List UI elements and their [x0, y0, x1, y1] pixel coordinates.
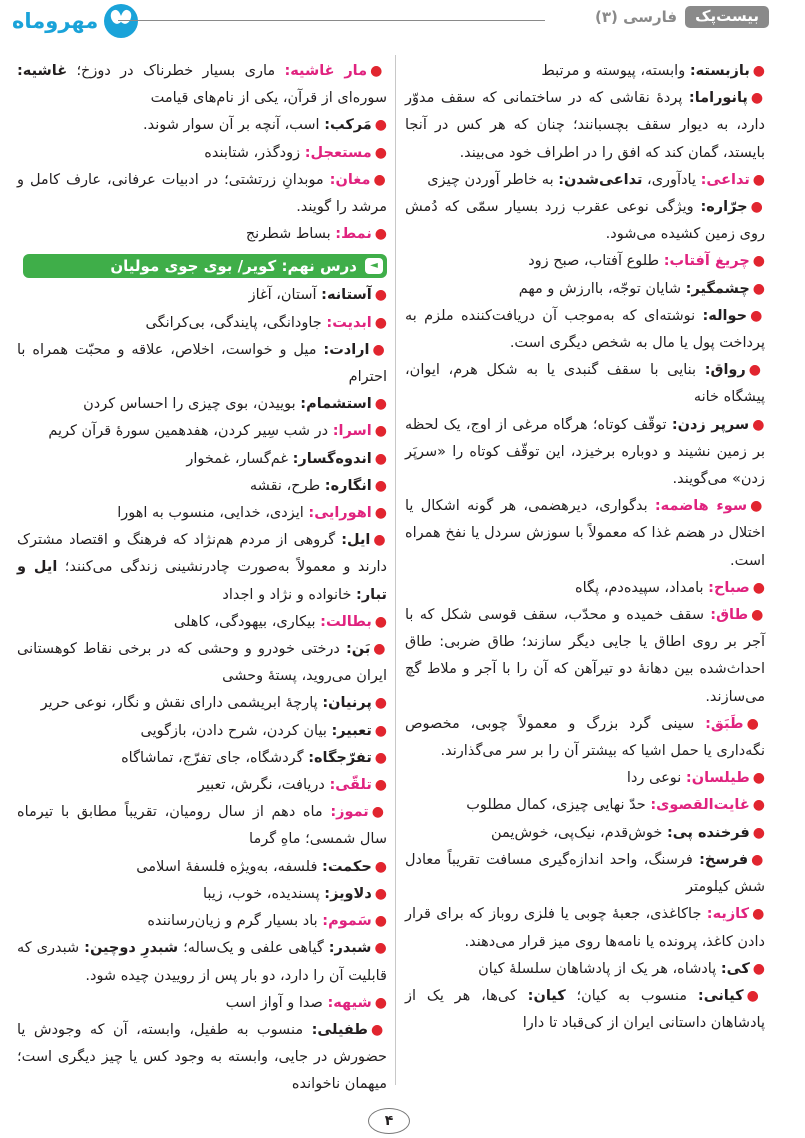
bullet-icon: ● — [374, 695, 387, 712]
entry-term: انگاره: — [324, 477, 372, 494]
glossary-entry — [17, 718, 387, 745]
entry-definition: بساط شطرنج — [245, 226, 331, 243]
left-column-bottom — [17, 282, 387, 1098]
page-header — [0, 0, 805, 42]
entry-term: شیهه: — [327, 994, 372, 1011]
entry-term: فرسخ: — [699, 851, 749, 868]
bullet-icon: ● — [374, 940, 388, 957]
entry-definition: صدا و آواز اسب — [225, 994, 323, 1011]
bullet-icon: ● — [374, 722, 387, 739]
glossary-entry — [17, 112, 387, 139]
logo-text: مهروماه — [12, 9, 99, 33]
entry-term: مَرکب: — [324, 117, 372, 134]
entry-definition: زودگذر، شتابنده — [204, 144, 301, 161]
glossary-entry — [405, 711, 765, 765]
entry-term: مستعجل: — [304, 144, 372, 161]
glossary-entry — [17, 609, 387, 636]
entry-term: ابدیت: — [326, 314, 372, 331]
bullet-icon: ● — [751, 851, 766, 868]
entry-subdefinition: خانواده و نژاد و اجداد — [222, 586, 352, 603]
glossary-entry — [405, 983, 765, 1037]
entry-definition: منسوب به طفیل، وابسته، آن که وجودش یا حضورش در جایی، وابسته به وجود کس یا چیز دیگری است؛ میهمان ناخوانده — [17, 1021, 387, 1093]
glossary-entry — [405, 412, 765, 494]
glossary-entry — [17, 473, 387, 500]
entry-definition: بیان کردن، شرح دادن، بازگویی — [140, 722, 327, 739]
entry-term: سَموم: — [322, 913, 372, 930]
bullet-icon: ● — [374, 287, 387, 304]
glossary-entry — [17, 854, 387, 881]
column-divider — [395, 55, 396, 1085]
entry-definition: خوش‌قدم، نیک‌پی، خوش‌یمن — [491, 824, 663, 841]
entry-definition: جاکاغذی، جعبهٔ چوبی یا فلزی روباز که برای قرار دادن کاغذ، پرونده یا نامه‌ها روی میز قرار می‌دهند. — [405, 906, 765, 950]
entry-definition: سقف خمیده و محدّب، سقف قوسی شکل که با آجر بر روی اطاق یا جایی دیگر سازند؛ طاق ضربی: طاق احداث‌شده بین دهانهٔ دو تیرآهن که آن را با آجر و ملاط گچ می‌سازند. — [405, 607, 765, 705]
bullet-icon: ● — [370, 63, 388, 79]
bullet-icon: ● — [752, 960, 765, 977]
bullet-icon: ● — [373, 171, 387, 188]
glossary-entry — [405, 493, 765, 575]
bullet-icon: ● — [752, 906, 766, 923]
entry-term: تفرّجگاه: — [308, 749, 372, 766]
glossary-entry — [405, 765, 765, 792]
entry-definition: حدّ نهایی چیزی، کمال مطلوب — [466, 797, 646, 814]
glossary-entry — [405, 956, 765, 983]
glossary-entry — [17, 310, 387, 337]
entry-definition: پارچهٔ ابریشمی دارای نقش و نگار، نوعی حریر — [40, 695, 318, 712]
glossary-entry — [405, 248, 765, 275]
glossary-entry — [405, 602, 765, 711]
entry-definition: پردهٔ نقاشی که در ساختمانی که سقف مدوّر دارد، به دیوار سقف بچسبانند؛ چنان که هر کس در آنجا بایستد، گمان کند که افق را در اطراف خود می‌بیند. — [405, 90, 765, 161]
entry-definition: در شب سِیر کردن، هفدهمین سورهٔ قرآن کریم — [48, 423, 329, 440]
arrow-icon: ◄ — [365, 258, 383, 274]
entry-definition: غم‌گسار، غمخوار — [186, 450, 289, 467]
entry-definition: فلسفه، به‌ویژه فلسفهٔ اسلامی — [136, 858, 318, 875]
left-column — [17, 58, 387, 1099]
entry-subterm: ایل و تبار: — [17, 559, 387, 603]
entry-definition: شایان توجّه، باارزش و مهم — [518, 280, 682, 297]
entry-subterm: غاشیه: — [17, 63, 68, 79]
glossary-entry — [17, 690, 387, 717]
entry-term: ارادت: — [323, 341, 370, 358]
entry-term: غایت‌القصوی: — [650, 797, 750, 814]
entry-definition: دریافت، نگرش، تعبیر — [197, 777, 325, 794]
entry-definition: پادشاه، هر یک از پادشاهان سلسلهٔ کیان — [478, 960, 717, 977]
bullet-icon: ● — [374, 885, 387, 902]
glossary-entry — [17, 636, 387, 690]
glossary-entry — [405, 357, 765, 411]
bullet-icon: ● — [752, 253, 765, 270]
glossary-entry — [17, 58, 387, 112]
entry-definition: منسوب به کیان؛ — [576, 987, 688, 1004]
bullet-icon: ● — [374, 117, 387, 134]
glossary-entry — [405, 820, 765, 847]
bullet-icon: ● — [752, 579, 765, 596]
bullet-icon: ● — [752, 63, 765, 79]
glossary-entry — [405, 167, 765, 194]
entry-definition: سینی گرد بزرگ و معمولاً چوبی، مخصوص نگه‌داری یا حمل اشیا که بیشتر آن را بر سر می‌گذارند. — [405, 715, 765, 760]
bullet-icon: ● — [374, 423, 387, 440]
glossary-entry — [405, 847, 765, 901]
bullet-icon: ● — [751, 607, 766, 624]
glossary-entry — [405, 303, 765, 357]
entry-term: بازبسته: — [689, 63, 750, 79]
entry-definition: بنایی با سقف گنبدی یا به شکل هرم، ایوان، پیشگاه خانه — [405, 362, 765, 406]
bullet-icon: ● — [750, 90, 765, 107]
bullet-icon: ● — [373, 532, 388, 549]
bullet-icon: ● — [374, 994, 387, 1011]
butterfly-icon — [104, 4, 138, 38]
entry-definition: بامداد، سپیده‌دم، پگاه — [575, 579, 704, 596]
entry-definition: طرح، نقشه — [249, 477, 321, 494]
glossary-entry — [17, 908, 387, 935]
glossary-entry — [405, 58, 765, 85]
entry-term: جرّاره: — [700, 199, 748, 216]
glossary-entry — [17, 745, 387, 772]
bullet-icon: ● — [752, 824, 765, 841]
entry-definition: میل و خواست، اخلاص، علاقه و محبّت همراه با احترام — [17, 341, 387, 386]
entry-term: شبدر: — [328, 940, 372, 957]
bullet-icon: ● — [374, 613, 387, 630]
entry-term: دلاویز: — [324, 885, 372, 902]
bullet-icon: ● — [746, 987, 766, 1004]
entry-definition: بدگواری، دیرهضمی، هر گونه اشکال یا اختلال در هضم غذا که معمولاً با سوزش سردل یا نفخ همراه است. — [405, 498, 765, 569]
entry-definition: پسندیده، خوب، زیبا — [202, 885, 320, 902]
entry-subdefinition: سوره‌ای از قرآن، یکی از نام‌های قیامت — [150, 90, 387, 107]
entry-definition: بوییدن، بوی چیزی را احساس کردن — [83, 396, 296, 413]
glossary-entry — [17, 391, 387, 418]
bullet-icon: ● — [750, 199, 766, 216]
entry-definition: آستان، آغاز — [248, 287, 317, 304]
bullet-icon: ● — [374, 749, 387, 766]
glossary-entry — [17, 418, 387, 445]
book-title — [595, 6, 769, 28]
bullet-icon: ● — [372, 341, 388, 358]
entry-subterm: شبدرِ دوچین: — [84, 940, 179, 957]
bullet-icon: ● — [374, 913, 387, 930]
entry-term: طیلسان: — [685, 770, 750, 787]
bullet-icon: ● — [750, 498, 766, 515]
entry-definition: گروهی از مردم هم‌نژاد که فرهنگ و اقتصاد مشترک دارند و معمولاً به‌صورت چادرنشینی زندگی می‌کنند؛ — [17, 532, 387, 576]
entry-term: ایل: — [341, 532, 371, 549]
header-divider — [118, 20, 545, 21]
entry-term: تداعی: — [700, 171, 750, 188]
bullet-icon: ● — [373, 641, 388, 658]
entry-term: مار غاشیه: — [284, 63, 368, 79]
glossary-entry — [17, 1017, 387, 1099]
glossary-entry — [17, 935, 387, 989]
entry-definition: ماه دهم از سال رومیان، تقریباً مطابق با تیرماه سال شمسی؛ ماهِ گرما — [17, 804, 387, 848]
entry-definition: اسب، آنچه بر آن سوار شوند. — [142, 117, 320, 134]
entry-subdefinition: به خاطر آوردن چیزی — [427, 171, 554, 188]
entry-subterm: کیان: — [527, 987, 566, 1004]
entry-term: اندوه‌گسار: — [292, 450, 372, 467]
glossary-entry — [405, 276, 765, 303]
bullet-icon: ● — [752, 280, 765, 297]
entry-definition: یادآوری، — [647, 171, 696, 188]
entry-definition: بیکاری، بیهودگی، کاهلی — [173, 613, 316, 630]
entry-definition: گیاهی علفی و یک‌ساله؛ — [183, 940, 324, 957]
entry-definition: ویژگی نوعی عقرب زرد بسیار سمّی که دُمش روی زمین کشیده می‌شود. — [405, 199, 765, 243]
bullet-icon: ● — [752, 171, 765, 188]
entry-term: پرنیان: — [322, 695, 372, 712]
entry-definition: نوعی ردا — [626, 770, 682, 787]
entry-term: مغان: — [329, 171, 371, 188]
entry-term: بَن: — [346, 641, 371, 658]
entry-definition: درختی خودرو و وحشی که در برخی نقاط کوهستانی ایران می‌روید، پستهٔ وحشی — [17, 641, 387, 685]
entry-term: طفیلی: — [311, 1021, 368, 1038]
entry-definition: گردشگاه، جای تفرّج، تماشاگاه — [121, 749, 304, 766]
glossary-entry — [405, 901, 765, 955]
entry-term: کازیه: — [706, 906, 750, 923]
entry-term: فرخنده پی: — [667, 824, 750, 841]
bullet-icon: ● — [752, 797, 765, 814]
left-column-top — [17, 58, 387, 248]
entry-definition: جاودانگی، پایندگی، بی‌کرانگی — [145, 314, 322, 331]
glossary-entry — [17, 799, 387, 853]
entry-term: تلقّی: — [329, 777, 372, 794]
entry-term: چشمگیر: — [685, 280, 750, 297]
glossary-entry — [17, 527, 387, 609]
entry-definition: توقّف کوتاه؛ هرگاه مرغی از اوج، یک لحظه بر زمین نشیند و دوباره برخیزد، این توقّف کوتاه را «سرپَر زدن» می‌گویند. — [405, 416, 765, 488]
entry-subdefinition: کی‌ها، هر یک از پادشاهان داستانی ایران از کی‌قباد تا دارا — [405, 987, 765, 1032]
entry-term: تعبیر: — [331, 722, 372, 739]
entry-definition: ماری بسیار خطرناک در دوزخ؛ — [76, 63, 276, 79]
entry-definition: ایزدی، خدایی، منسوب به اهورا — [117, 505, 304, 522]
bullet-icon: ● — [748, 362, 766, 379]
glossary-entry — [17, 140, 387, 167]
glossary-entry — [17, 221, 387, 248]
entry-term: پانوراما: — [688, 90, 748, 107]
entry-definition: وابسته، پیوسته و مرتبط — [541, 63, 686, 79]
entry-term: چریغ آفتاب: — [663, 253, 750, 270]
glossary-entry — [17, 990, 387, 1017]
bullet-icon: ● — [374, 477, 387, 494]
entry-term: نمط: — [335, 226, 372, 243]
bullet-icon: ● — [746, 715, 766, 732]
entry-term: حواله: — [702, 307, 748, 324]
bullet-icon: ● — [374, 450, 387, 467]
entry-term: حکمت: — [322, 858, 372, 875]
entry-term: کیانی: — [697, 987, 744, 1004]
bullet-icon: ● — [374, 858, 387, 875]
bullet-icon: ● — [370, 1021, 387, 1038]
entry-term: اسرا: — [332, 423, 372, 440]
bullet-icon: ● — [374, 505, 387, 522]
entry-definition: باد بسیار گرم و زیان‌رساننده — [147, 913, 318, 930]
entry-term: کی: — [720, 960, 750, 977]
page-number: ۴ — [368, 1108, 410, 1134]
glossary-entry — [17, 446, 387, 473]
entry-term: استشمام: — [300, 396, 372, 413]
entry-term: طاق: — [710, 607, 749, 624]
glossary-entry — [405, 85, 765, 167]
glossary-entry — [405, 194, 765, 248]
lesson-title: درس نهم: کویر/ بوی جوی مولیان — [110, 257, 357, 276]
bullet-icon: ● — [752, 770, 765, 787]
glossary-entry — [17, 772, 387, 799]
bullet-icon: ● — [374, 144, 387, 161]
entry-term: رواق: — [704, 362, 746, 379]
bullet-icon: ● — [752, 416, 766, 433]
bullet-icon: ● — [374, 314, 387, 331]
glossary-entry — [405, 792, 765, 819]
bullet-icon: ● — [374, 226, 387, 243]
entry-term: سرپر زدن: — [671, 416, 750, 433]
entry-term: تموز: — [330, 804, 369, 821]
lesson-banner — [23, 254, 387, 278]
glossary-entry — [17, 282, 387, 309]
entry-definition: طلوع آفتاب، صبح زود — [528, 253, 660, 270]
entry-subdefinition: شبدری که قابلیت آن را دارد، دو بار پس از روییدن چیده شود. — [17, 940, 387, 984]
glossary-entry — [17, 167, 387, 221]
entry-term: سوء هاضمه: — [654, 498, 748, 515]
brand-badge: بیست‌پک — [685, 6, 769, 28]
bullet-icon: ● — [374, 396, 387, 413]
entry-term: طَبَق: — [705, 715, 744, 732]
entry-definition: نوشته‌ای که به‌موجب آن دریافت‌کننده ملزم به پرداخت پول یا مال به شخص دیگری است. — [405, 307, 765, 352]
entry-term: آستانه: — [321, 287, 372, 304]
entry-definition: موبدانِ زرتشتی؛ در ادبیات عرفانی، عارف کامل و مرشد را گویند. — [17, 171, 387, 216]
entry-term: بطالت: — [320, 613, 372, 630]
bullet-icon: ● — [750, 307, 766, 324]
glossary-entry — [17, 337, 387, 391]
bullet-icon: ● — [374, 777, 387, 794]
publisher-logo — [12, 4, 138, 38]
entry-definition: فرسنگ، واحد اندازه‌گیری مسافت تقریباً معادل شش کیلومتر — [405, 851, 765, 896]
right-column — [405, 58, 765, 1037]
entry-term: صباح: — [708, 579, 750, 596]
glossary-entry — [17, 500, 387, 527]
entry-term: اهورایی: — [308, 505, 372, 522]
subject-title: فارسی (۳) — [595, 8, 678, 26]
bullet-icon: ● — [371, 804, 387, 821]
glossary-entry — [17, 881, 387, 908]
glossary-entry — [405, 575, 765, 602]
entry-subterm: تداعی‌شدن: — [558, 171, 643, 188]
